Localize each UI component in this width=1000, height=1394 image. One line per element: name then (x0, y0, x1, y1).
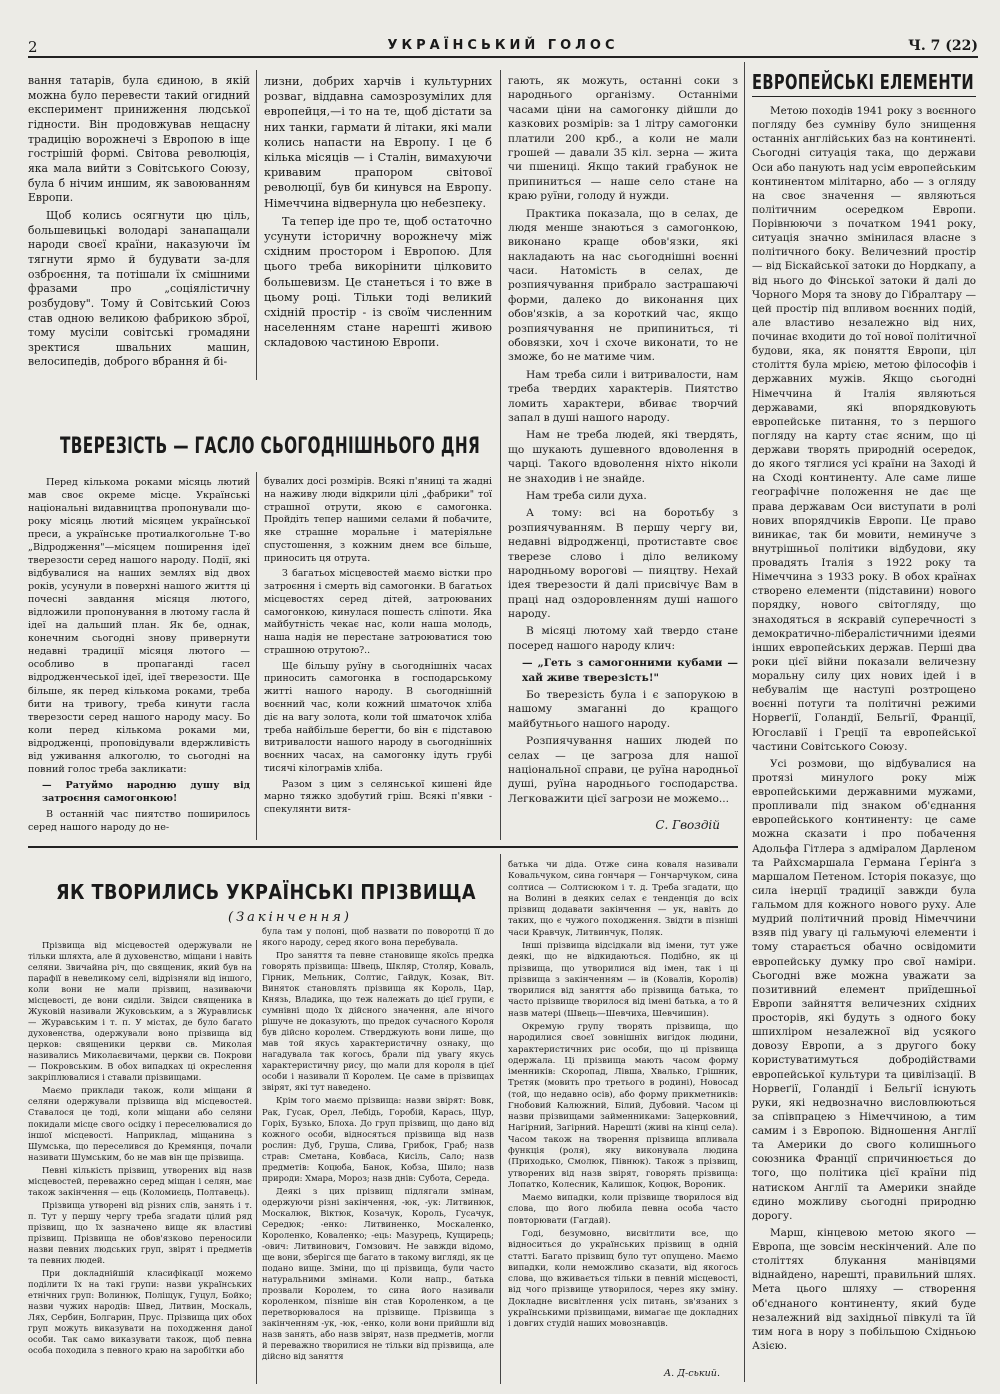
surnames-col3 (508, 860, 738, 1364)
paragraph: Разом з цим з селянської кишені йде марно тяжко здобутий гріш. Всякі п'явки - спекулянти витя- (264, 778, 492, 816)
paragraph: З багатьох місцевостей маємо вістки про затроєння і смерть від самогонки. В багатьох місцевостях серед дітей, затроюваних самогонкою, кинулася пошесть сліпоти. Яка майбутність чекає нас, коли наша молодь, наша надія не перестане затроюватися тою страшною отрутою?.. (264, 568, 492, 656)
surnames-col1 (28, 940, 252, 1382)
column-rule (500, 854, 501, 1384)
paragraph: бувалих досі розмірів. Всякі п'яниці та жадні на наживу люди відкрили цілі „фабрики" тої страшної отрути, якою є самогонка. Пройдіть тепер нашими селами й побачите, яке страшне моральне і матеріяльне спустошення, з кожним днем все більше, приносить ця отрута. (264, 476, 492, 564)
paragraph: Нам не треба людей, які твердять, що шукають душевного вдоволення в чарці. Такого вдоволення ніхто ніколи не знаходив і не знайде. (508, 429, 738, 485)
paragraph: При докладнійшій класифікації можемо поділити їх на такі групи: назви українських етнічних груп: Волинюк, Поліщук, Гуцул, Бойко; назви чужих народів: Швед, Литвин, Москаль, Лях, Сербин, Болгарин, Прус. Прізвища цих обох груп можуть виказувати на походження даної особи. Так само виказувати також, щоб певна особа походила з певного краю на заробітки або (28, 1267, 252, 1356)
paragraph: Перед кількома роками місяць лютий мав своє окреме місце. Українські національні видавництва пропонували що-року місяць лютий місяцем української преси, а українське протиалкогольне Т-во „Відродження"—місяцем поширення ідеї тверезости серед нашого народу. Події, які відбувалися на наших землях від двох років, усунули в поверхні нашого життя ці почесні завдання місяця лютого, відложили пропонування в лютому гасла й ідеї на дальший план. Як бе, однак, конечним сьогодні знову привернути недавні традиції місяця лютого — особливо в пропаганді гасел відродженчеської ідеї, ідеї тверезости. Ще більше, як перед кількома роками, треба бити на тривогу, треба кинути гасла тверезости серед нашого народу масу. Бо коли перед кількома роками ми, відродженці, проповідували вдержливість від уживання алкоголю, то сьогодні на повний голос треба закликати: (28, 477, 250, 775)
paragraph: була там у полоні, щоб назвати по поворотці її до якого народу, серед якого вона перебувала. (262, 926, 494, 948)
paragraph: В місяці лютому хай твердо стане посеред нашого народу клич: (508, 625, 738, 652)
paragraph: Бо тверезість була і є запорукою в нашому змаганні до кращого майбутнього нашого народу. (508, 689, 738, 730)
europe-article-body (752, 104, 976, 1380)
paragraph: Окремую групу творять прізвища, що народилися своєї зовнішніх вигідок людини, характеристичних рис особи, що ці прізвища одержала. Ці прізвища мають часом форму іменників: Скоропад, Лівша, Хвалько, Грішник, Трєтяк (мовить про третього в родині), Новосад (той, що недавно осів), або форму прикметників: Гнобовий Калюжний, Білий, Дубовий. Часом ці назви прізвищами займенниками: Зацерковний, Нагірний, Загірний. Нарешті (живі на кінці села). Часом також на творення прізвища впливала функція (роля), яку виконувала людина (Приходько, Смолюк, Півнюк). Також з прізвищ, утворених від назв звірят, говорять прізвища: Лопатко, Колесник, Калишок, Коцюк, Вороник. (508, 1021, 738, 1190)
column-rule (256, 940, 257, 1384)
paragraph: Крім того маємо прізвища: назви звірят: Вовк, Рак, Гусак, Орел, Лебідь, Горобій, Карась, Щур, Горіх, Бузько, Блоха. До груп прізвищ, що дано від кожного особи, відносяться прізвища від назв рослин: Дуб, Груша, Слива, Грибок, Граб; назв страв: Сметана, Ковбаса, Кисіль, Салo; назв предметів: Коцюба, Банок, Кобза, Шило; назв природи: Хмара, Мороз; назв днів: Субота, Середа. (262, 1095, 494, 1183)
paper-title: УКРАЇНСЬКИЙ ГОЛОС (387, 38, 619, 53)
page-number: 2 (28, 38, 38, 56)
paragraph: Маємо приклади також, коли міщани й селяни одержували прізвища від місцевостей. Ставалося це тоді, коли міщани або селяни покидали місце свого осідку і переселювалися до іншої місцевості. Наприклад, міщанина з Шумська, що переселився до Кремянця, почали називати Шумським, бо не мав він ще прізвища. (28, 1085, 252, 1162)
masthead (28, 36, 978, 58)
paragraph: Нам треба сили і витривалости, нам треба твердих характерів. Пиятство ломить характери, вбиває творчий запал в душі нашого народу. (508, 368, 738, 424)
issue-number: Ч. 7 (22) (908, 38, 978, 54)
sobriety-headline: ТВЕРЕЗІСТЬ — ГАСЛО СЬОГОДНІШНЬОГО ДНЯ (60, 434, 481, 459)
paragraph: Певні кількість прізвищ, утворених від назв місцевостей, переважно серед міщан і селян, має також закінчення — ець (Коломиєць, Полтавець). (28, 1164, 252, 1197)
paragraph: Прізвища утворені від різних слів, занять і т. п. Тут у першу чергу треба згадати цілий ряд прізвищ, що їх зазначено вище як властиві прізвищ. Прізвища не обов'язково переносили назви певних людських груп, звірят і предметів та певних людей. (28, 1199, 252, 1265)
paragraph: Практика показала, що в селах, де людя менше знаються з самогонкою, виконано краще обов'язки, які накладають на нас сьогоднішні воєнні часи. Натомість в селах, де розпиячування прибрало застрашаючі форми, далеко до виконання цих обов'язків, а за короткий час, якщо розпиячування не припиниться, ті обовязки, хоч і схоче виконати, то не зможе, бо не матиме чим. (508, 207, 738, 364)
surnames-col2 (262, 926, 494, 1382)
top-article-col2 (264, 74, 492, 374)
surnames-headline: ЯК ТВОРИЛИСЬ УКРАЇНСЬКІ ПРІЗВИЩА (56, 880, 477, 904)
paragraph: вання татарів, була єдиною, в якій можна було перевести такий огидний експеримент приниження людської гідности. Він продовжував нещасну традицію ворожнечі з Европою в іще гострішій формі. Світова революція, яка мала вийти з Совітського Союзу, була б нічим иншим, як завоюванням Европи. (28, 74, 250, 205)
sobriety-col1 (28, 476, 250, 838)
paragraph: Метою походів 1941 року з воєнного погляду без сумніву було знищення останніх англійських баз на континенті. Сьогодні ситуація така, що держави Оси або панують над усім европейським континентом мілітарно, або — з огляду на своє значення — являються політичним осередком Европи. Порівнюючи з початком 1941 року, ситуація значно змінилася власне з політичного боку. Величезний простір — від Біскайської затоки до Нордкапу, а від нього до Фінської затоки й далі до Чорного Моря та знову до Гібралтару — цей простір під впливом воєнних подій, але властиво незалежно від них, починає входити до тої нової політичної будови, яка, як поняття Европи, ціл століття була мрією, метою філософів і державних мужів. Якщо сьогодні Німеччина й Італія являються державами, які впорядковують европейське питання, то з першого погляду на карту стає ясним, що ці держави творять природній осередок, до якого тяглися усі країни на Заході й на Сході континенту. Але саме лише географічне положення не дає ще права державам Оси виступати в ролі нових впорядчиків Европи. Це право виникає, так би мовити, неминуче з внутрішньої політики відбудови, яку провадять Італія з 1922 року та Німеччина з 1933 року. В обох країнах створено елементи (підставини) нового порядку, нового світогляду, що знаходяться в яскравій суперечності з демократично-лібералістичними ідеями інших европейських держав. Перші два роки цієї війни показали величезну моральну силу цих нових ідей і в небувалім ще наступі розтрощено воєнні потуги та політичні режими Норвеґії, Голандії, Бельгії, Франції, Югославії і Греції та европейської частини Совітського Союзу. (752, 105, 976, 753)
column-rule (744, 62, 745, 1382)
paragraph: Про заняття та певне становище якоїсь предка говорять прізвища: Швець, Шкляр, Столяр, Коваль, Гірник, Мельник, Солтис, Гайдук, Козак, Віт. Виняток становлять прізвища як Король, Цар, Князь, Владика, що теж належать до цієї групи, є сумнівні щодо їх дійсного значення, але нічого рішуче не доказують, що предок сучасного Короля був дійсно королем. Стверджують вони лише, що мав той якусь характеристичну ознаку, що нагадувала так когось, брали під увагу якусь характеристичну рису, що мали для короля в цієї особи і називали її Королем. Це саме в прізвищах звірят, які тут наведено. (262, 950, 494, 1093)
paragraph: Розпиячування наших людей по селах — це загроза для нашої національної справи, це руїна народньої душі, руїна народнього господарства. Легковажити цієї загрози не можемо... (508, 735, 738, 805)
paragraph: Інші прізвища відсідкали від імени, тут уже деякі, що не відкидаються. Подібно, як ці прізвища, що утворилися від імен, так і ці прізвища з закінченням — ів (Ковалів, Королів) творилися від заняття або прізвища батька, то часто прізвище творилося від імені батька, а то й назв матері (Швець—Шевчиха, Шевчишин). (508, 940, 738, 1019)
paragraph: Ще більшу руїну в сьогоднішніх часах приносить самогонка в господарському житті нашого народу. В сьогоднішній воєнний час, коли кожний шматочок хліба діє на вагу золота, коли той шматочок хліба треба найбільше берегти, бо він є підставою витривалости нашого народу в сьогоднішніх воєнних часах, на самогонку ідуть грубі тисячі кілограмів хліба. (264, 660, 492, 774)
paragraph: Щоб колись осягнути цю ціль, большевицькі володарі занапащали народи своєї країни, наказуючи їм тягнути ярмо й будувати за-для озброєння, та потішали їх смішними фразами про „соціялістичну розбудову". Тому й Совітський Союз став одною великою фабрикою зброї, тому мусіли совітські громадяни зректися швальних машин, велосипедів, доброго вбрання й бі- (28, 208, 250, 369)
surnames-signature: А. Д-ський. (663, 1368, 720, 1379)
sobriety-col3 (508, 74, 738, 814)
headline-underline (752, 96, 976, 97)
paragraph: Деякі з цих прізвищ підлягали змінам, одержуючи різні закінчення, -юк, -ук: Литвинюк, Москалюк, Віктюк, Козачук, Король, Гусачук, Середюк; -енко: Литвиненко, Москаленко, Короленко, Коваленко; -ець: Мазурець, Кущирець; -ович: Литвинович, Гомзович. Не завжди відомо, ще вони, зберігся ще багато в такому вигляді, як це подано вище. Зміни, що ці прізвища, були часто натуральними змінами. Коли напр., батька прозвали Королем, то сина його називали короленком, пізніше він став Короленком, а це перетворювалося на прізвище. Прізвища з закінченням -ук, -юк, -енко, коли вони прийшли від назв занять, або назв звірят, назв предметів, могли й переважно творилися не тільки від прізвища, але дійсно від заняття (262, 1185, 494, 1362)
paragraph: лизни, добрих харчів і культурних розваг, віддавна самозрозумілих для европейця,—і то на те, щоб дістати за них танки, гармати й літаки, які мали колись напасти на Европу. І це б кілька місяців — і Сталін, вимахуючи кривавим прапором світової революції, був би кинувся на Европу. Німеччина відвернула цю небезпеку. (264, 75, 492, 210)
europe-headline: ЕВРОПЕЙСЬКІ ЕЛЕМЕНТИ (752, 70, 974, 94)
paragraph: Нам треба сили духа. (526, 489, 647, 502)
paragraph: — Ратуймо народню душу від затроєння самогонкою! (42, 779, 250, 804)
paragraph: — „Геть з самогонними кубами — хай живе тверезість!" (522, 657, 738, 684)
top-article-col1 (28, 74, 250, 374)
paragraph: Усі розмови, що відбувалися на протязі минулого року між европейськими державними мужами, пропливали під знаком об'єднання европейського континенту: це саме можна сказати і про побачення Адольфа Гітлера з адміралом Дарленом та Райхсмаршала Германа Ґерінґа з маршалом Петеном. Історія показує, що сила інерції традиції завжди була гальмом для кожного нового руху. Але мудрий політичний провід Німеччини взяв під увагу ці гальмуючі елементи і тому старається обачно освідомити европейську думку про свої наміри. Сьогодні вже можна уважати за позитивний елемент приїдешньої Европи зайняття величезних східних просторів, які будуть з одного боку шпихліром незалежної від усякого довозу Европи, а з другого боку користуватимуться добродійствами европейської культури та цивілізації. В Норвеґії, Голандії і Бельгії існують руки, які недвозначно висловлюються за співпрацею з Німеччиною, а тим самим і з Европою. Відношення Англії та Америки до свого колишнього союзника Франції спричинюється до того, що політика цієї країни під натиском Англії та Америки знайде єдино можливу сьогодні природню дорогу. (752, 757, 976, 1222)
section-divider (28, 846, 738, 848)
paragraph: Марш, кінцевою метою якого — Европа, ще зовсім нескінчений. Але по століттях блукання манівцями віднайдено, нарешті, правильний шлях. Мета цього шляху — створення об'єднаного континенту, який буде незалежний від західньої півкулі та їй тим нога в нору з побільшою Східньою Азією. (752, 1226, 976, 1352)
paragraph: Та тепер іде про те, щоб остаточно усунути історичну ворожнечу між східним простором і Европою. Для цього треба викорінити цілковито большевизм. Це станеться і то вже в цьому році. Тільки тоді великий східній простір - із своїм численним населенням стане нарешті живою складовою частиною Европи. (264, 214, 492, 350)
paragraph: Годі, безумовно, висвітлити все, що відноситься до українських прізвищ в одній статті. Багато прізвищ було тут опущено. Маємо випадки, коли неможливо сказати, від якогось слова, що вживається тільки в певній місцевості, від чого прізвище утворилося, через яку зміну. Докладне висвітлення усіх питань, зв'язаних з українськими прізвищами, вимагає ще докладних і довгих студій наших мовознавців. (508, 1229, 738, 1330)
sobriety-col2 (264, 476, 492, 838)
paragraph: гають, як можуть, останні соки з народнього організму. Останніми часами ціни на самогонку дійшли до казкових розмірів: за 1 літру самогонки платили 200 крб., а коли не мали грошей — давали 35 кіл. зерна — жита чи пшениці. Якщо такий грабунок не припиниться — наше село стане на краю руїни, голоду й нужди. (508, 75, 738, 203)
paragraph: В останній час пиятство поширилось серед нашого народу до не- (28, 808, 250, 833)
paragraph: Маємо випадки, коли прізвище творилося від слова, що його любила певна особа часто повторювати (Гагдай). (508, 1193, 738, 1226)
paragraph: А тому: всі на боротьбу з розпиячуванням. В першу чергу ви, недавні відродженці, протиставте своє тверезе слово і діло великому народньому ворогові — пияцтву. Нехай ідея тверезости й далі присвічує Вам в праці над оздоровленням душі нашого народу. (508, 507, 738, 621)
sobriety-signature: С. Гвоздій (655, 818, 720, 832)
column-rule (256, 472, 257, 840)
surnames-subtitle: (Закінчення) (228, 910, 352, 925)
column-rule (256, 70, 257, 380)
paragraph: батька чи діда. Отже сина коваля називали Ковальчуком, сина гончаря — Гончарчуком, сина солтиса — Солтисюком і т. д. Треба згадати, що на Волині в деяких селах є тенденція до всіх прізвищ додавати закінчення — ук, навіть до таких, що є чужого походження. Звідти в пізніші часи Кравчук, Литвинчук, Поляк. (508, 860, 738, 938)
column-rule (500, 70, 501, 840)
paragraph: Прізвища від місцевостей одержували не тільки шляхта, але й духовенство, міщани і навіть селяни. Звичайна річ, що священик, який був на парафії в невеликому селі, відрізняли від іншого, коли вони не мали прізвищ, називаючи місцевості, де вони сиділи. Звідси священика в Жуковій називали Жуковським, а з Журавлиськ — Журавським і т. п. У містах, де було багато духовенства, одержували воно прізвища від церков: священики церкви св. Миколая називались Миколаєвичами, церкви св. Покрови — Покровським. В обох випадках ці окреслення закріплювалися і ставали прізвищами. (28, 940, 252, 1083)
